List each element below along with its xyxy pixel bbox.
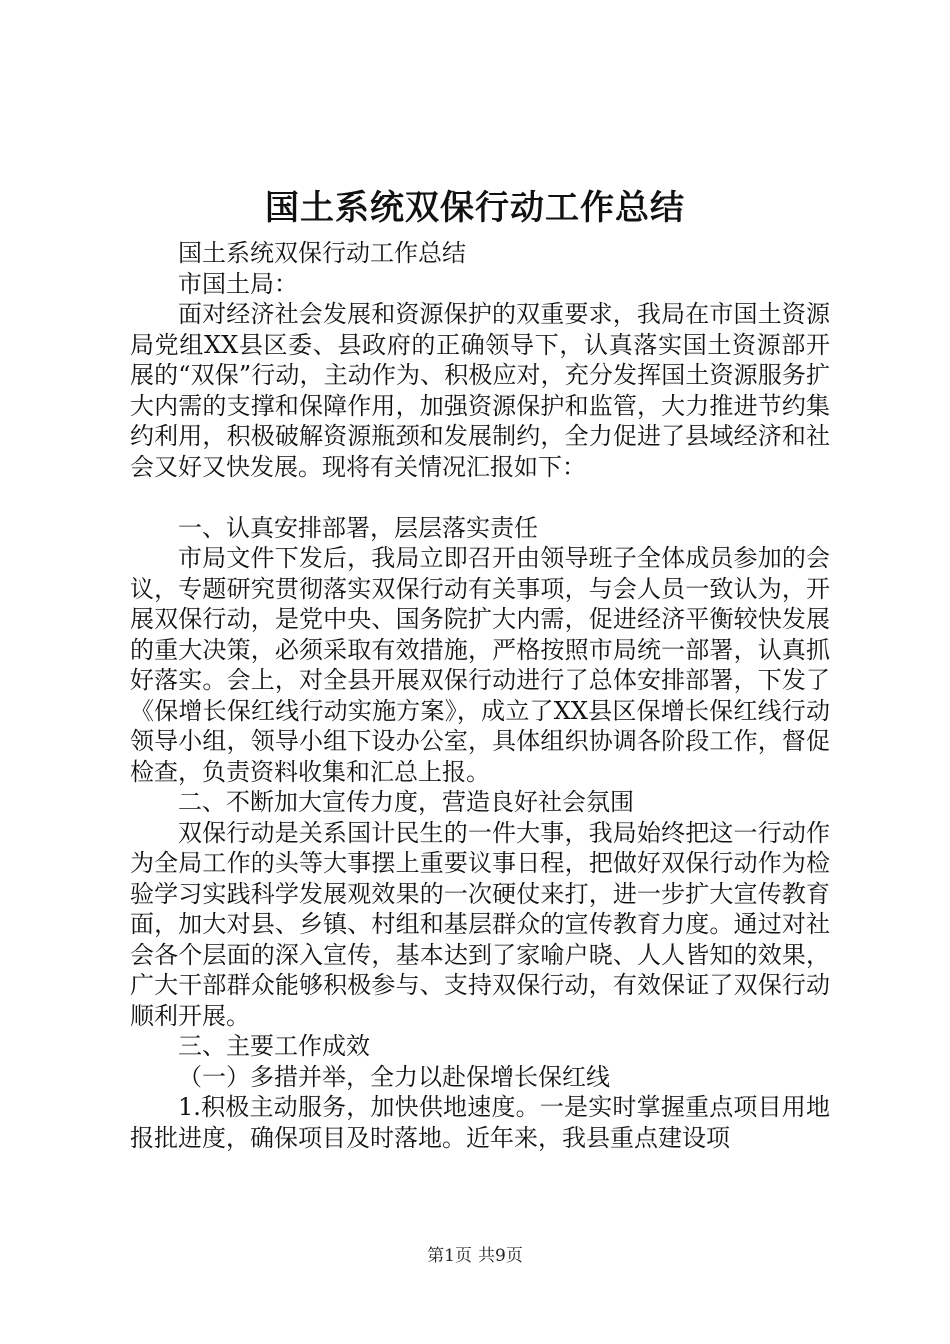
page-footer	[0, 1244, 950, 1268]
section-heading-3: 三、主要工作成效	[178, 1032, 370, 1060]
paragraph-intro: 面对经济社会发展和资源保护的双重要求，我局在市国土资源局党组XX县区委、县政府的正确领导下，认真落实国土资源部开展的“双保”行动，主动作为、积极应对，充分发挥国土资源服务扩大内需的支撑和保障作用，加强资源保护和监管，大力推进节约集约利用，积极破解资源瓶颈和发展制约，全力促进了县域经济和社会又好又快发展。现将有关情况汇报如下：	[130, 300, 830, 481]
page-number: 第1页	[427, 1246, 472, 1266]
paragraph-section-2: 双保行动是关系国计民生的一件大事，我局始终把这一行动作为全局工作的头等大事摆上重要议事日程，把做好双保行动作为检验学习实践科学发展观效果的一次硬仗来打，进一步扩大宣传教育面，加大对县、乡镇、村组和基层群众的宣传教育力度。通过对社会各个层面的深入宣传，基本达到了家喻户晓、人人皆知的效果，广大干部群众能够积极参与、支持双保行动，有效保证了双保行动顺利开展。	[130, 818, 830, 1030]
paragraph-blank	[130, 482, 830, 513]
subsection-heading-3-1: （一）多措并举，全力以赴保增长保红线	[178, 1062, 610, 1091]
paragraph-addressee: 市国土局：	[178, 269, 298, 298]
document-title: 国土系统双保行动工作总结	[265, 188, 685, 228]
section-heading-2: 二、不断加大宣传力度，营造良好社会氛围	[178, 788, 634, 816]
paragraph-subtitle: 国土系统双保行动工作总结	[178, 239, 466, 267]
section-heading-1: 一、认真安排部署，层层落实责任	[178, 513, 538, 542]
paragraph-section-1: 市局文件下发后，我局立即召开由领导班子全体成员参加的会议，专题研究贯彻落实双保行动有关事项，与会人员一致认为，开展双保行动，是党中央、国务院扩大内需，促进经济平衡较快发展的重大决策，必须采取有效措施，严格按照市局统一部署，认真抓好落实。会上，对全县开展双保行动进行了总体安排部署，下发了《保增长保红线行动实施方案》，成立了XX县区保增长保红线行动领导小组，领导小组下设办公室，具体组织协调各阶段工作，督促检查，负责资料收集和汇总上报。	[130, 544, 830, 786]
document-body	[130, 238, 830, 1153]
page-total: 共9页	[478, 1246, 523, 1266]
paragraph-item-1: 1.积极主动服务，加快供地速度。一是实时掌握重点项目用地报批进度，确保项目及时落地。近年来，我县重点建设项	[130, 1093, 830, 1152]
